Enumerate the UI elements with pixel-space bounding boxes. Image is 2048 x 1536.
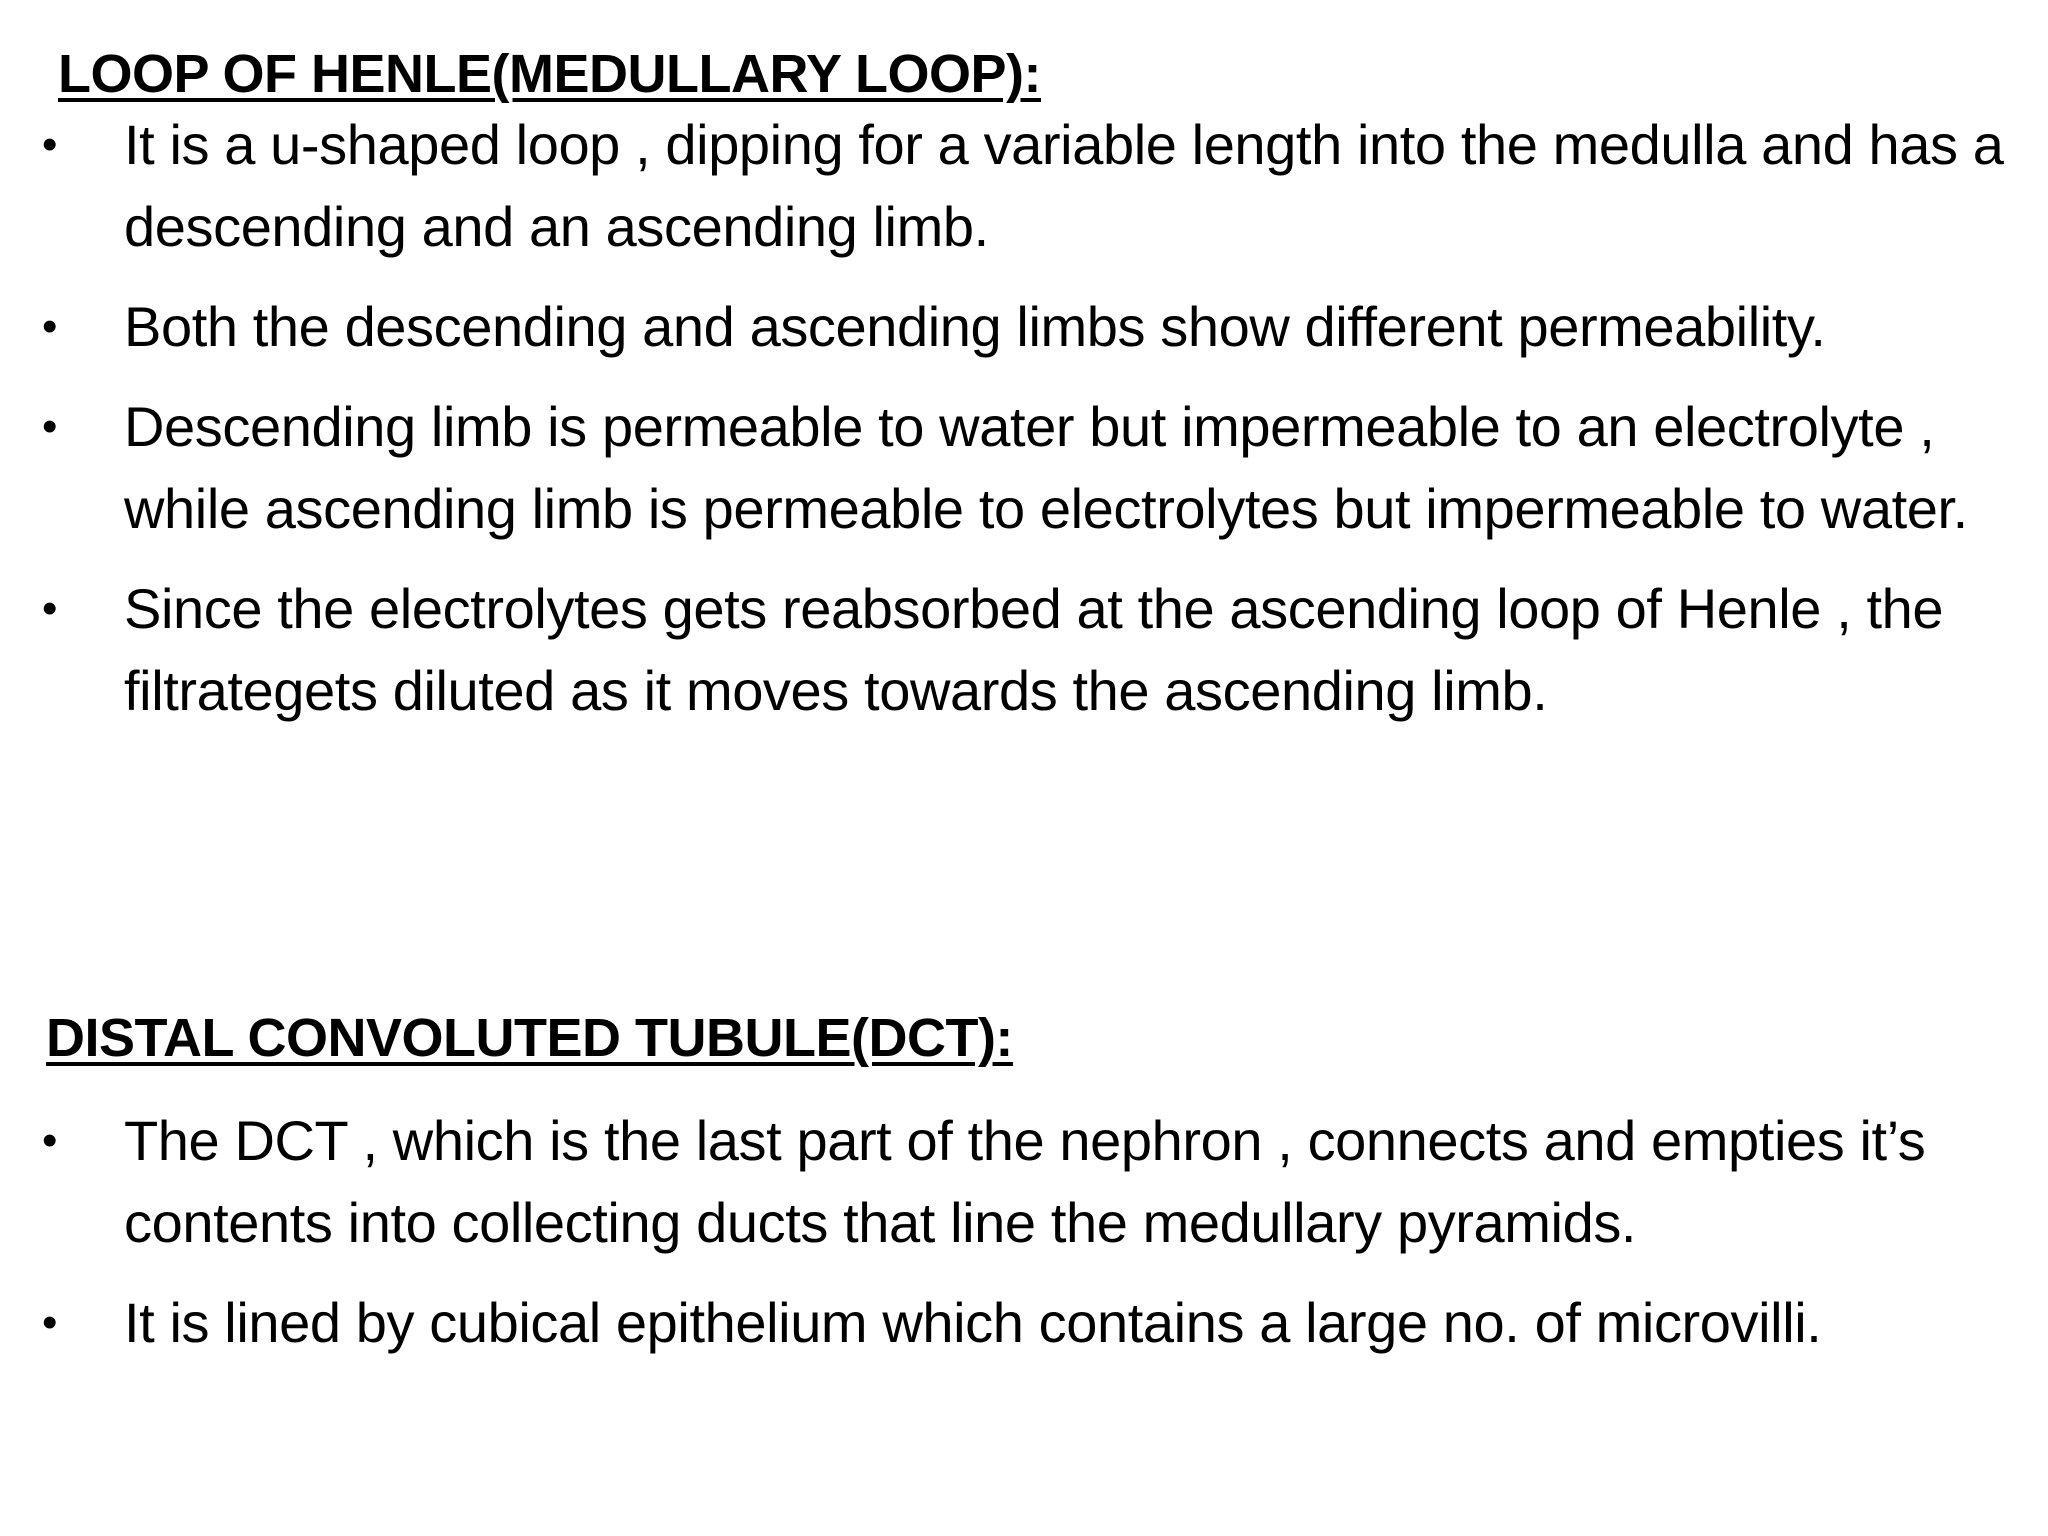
bullet-icon: • — [42, 120, 58, 169]
bullet-icon: • — [42, 1298, 58, 1347]
bullet-text: It is lined by cubical epithelium which contains a large no. of microvilli. — [124, 1291, 1822, 1354]
bullet-item — [0, 104, 2048, 268]
bullet-text: Descending limb is permeable to water but impermeable to an electrolyte , while ascending limb is permeable to electrolytes but impermeable to water. — [124, 395, 1968, 540]
bullet-icon: • — [42, 302, 58, 351]
bullet-item — [0, 1282, 2048, 1364]
bullet-icon: • — [42, 584, 58, 633]
bullet-item — [0, 286, 2048, 368]
bullet-text: The DCT , which is the last part of the nephron , connects and empties it’s contents into collecting ducts that line the medullary pyramids. — [124, 1109, 1926, 1254]
bullet-icon: • — [42, 1116, 58, 1165]
bullet-item — [0, 386, 2048, 550]
heading-distal-convoluted-tubule: DISTAL CONVOLUTED TUBULE(DCT): — [46, 1008, 1013, 1068]
bullet-text: Since the electrolytes gets reabsorbed at the ascending loop of Henle , the filtrategets diluted as it moves towards the ascending limb. — [124, 577, 1944, 722]
bullet-text: It is a u-shaped loop , dipping for a variable length into the medulla and has a descending and an ascending limb. — [124, 113, 2004, 258]
bullet-icon: • — [42, 402, 58, 451]
bullet-list-loop-of-henle — [0, 104, 2048, 732]
bullet-text: Both the descending and ascending limbs show different permeability. — [124, 295, 1826, 358]
bullet-item — [0, 568, 2048, 732]
bullet-list-dct — [0, 1100, 2048, 1364]
bullet-item — [0, 1100, 2048, 1264]
heading-loop-of-henle: LOOP OF HENLE(MEDULLARY LOOP): — [58, 44, 1041, 104]
